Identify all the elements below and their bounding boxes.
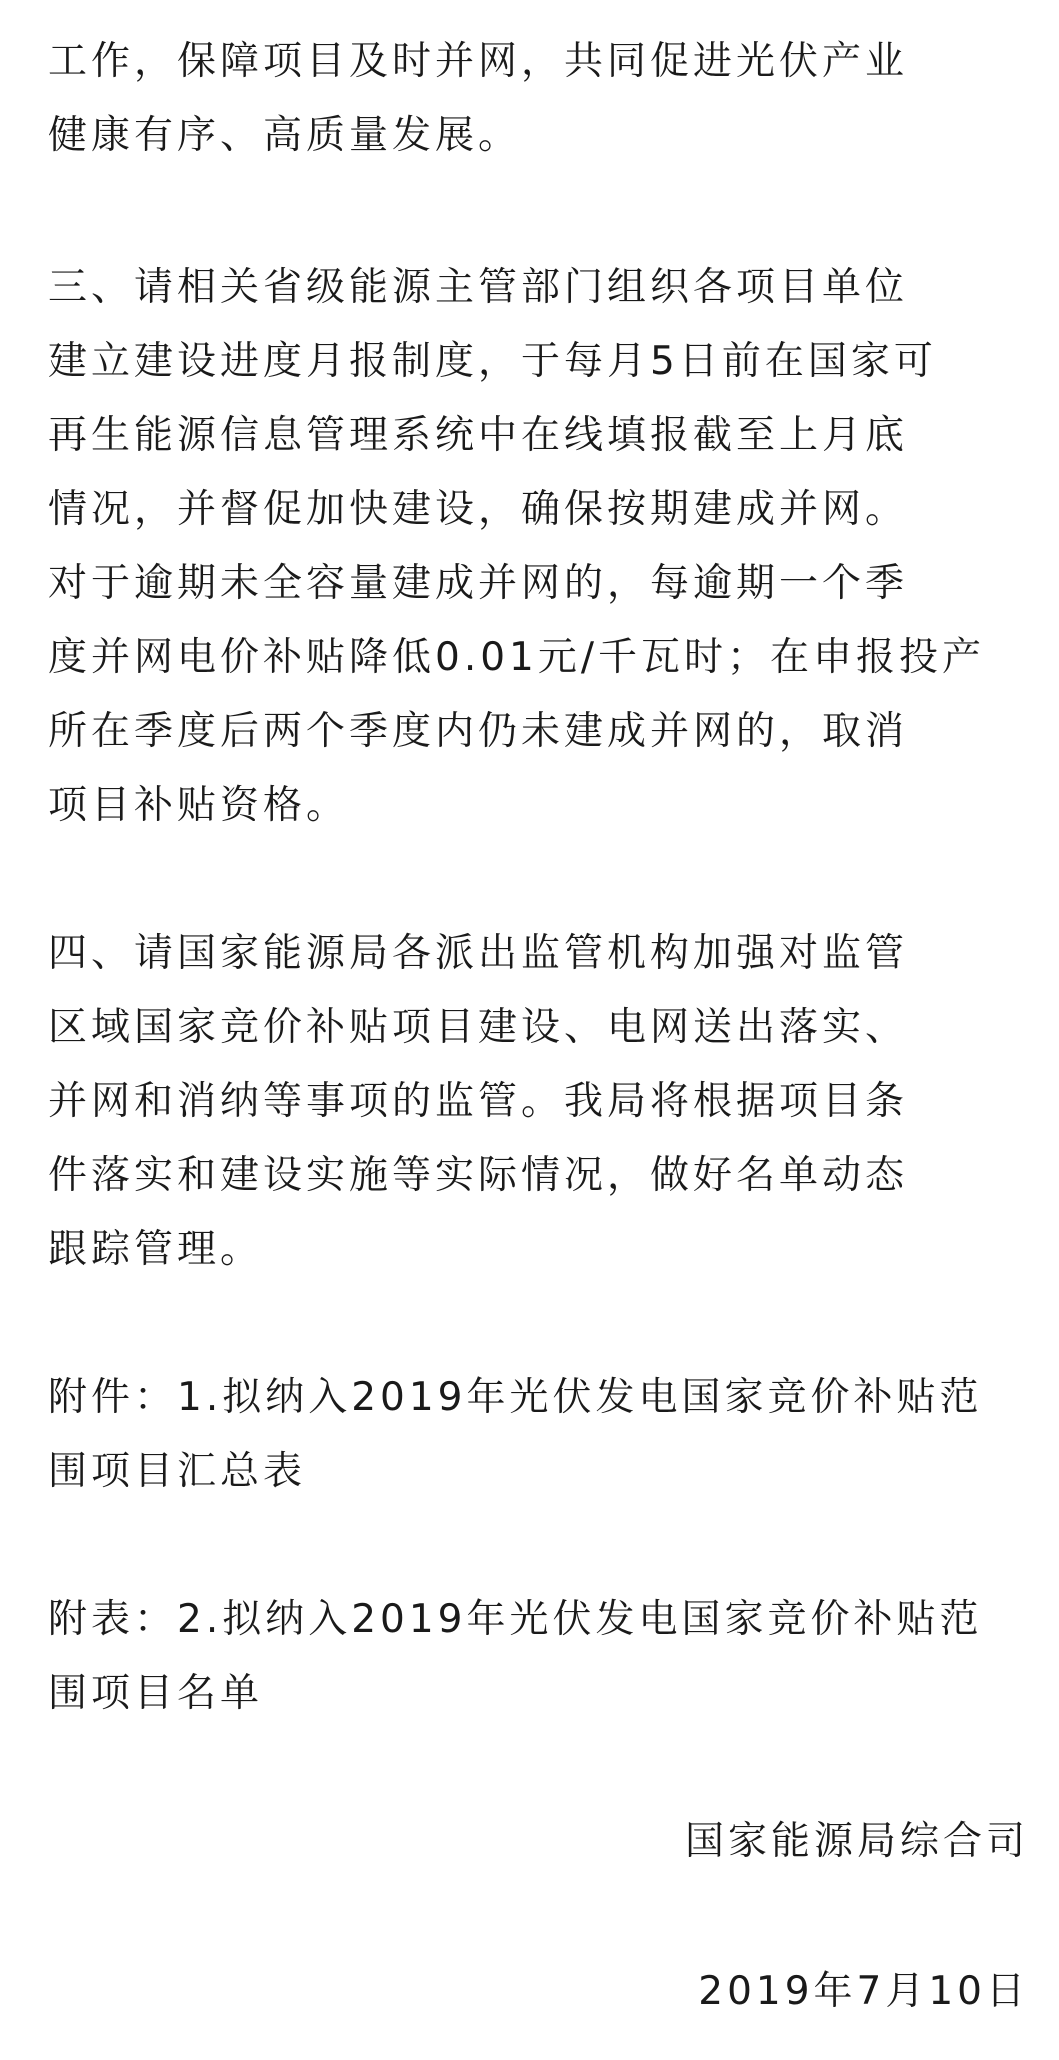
text-line: 度并网电价补贴降低0.01元/千瓦时；在申报投产 [48, 635, 985, 680]
text-line: 情况，并督促加快建设，确保按期建成并网。 [48, 487, 909, 532]
text-line: 三、请相关省级能源主管部门组织各项目单位 [48, 265, 909, 310]
text-line: 建立建设进度月报制度，于每月5日前在国家可 [48, 339, 937, 384]
text-line: 再生能源信息管理系统中在线填报截至上月底 [48, 413, 909, 458]
text-line: 项目补贴资格。 [48, 783, 350, 828]
text-line: 健康有序、高质量发展。 [48, 113, 522, 158]
text-line: 围项目汇总表 [48, 1449, 307, 1494]
issuer-name: 国家能源局综合司 [684, 1819, 1029, 1864]
text-line: 对于逾期未全容量建成并网的，每逾期一个季 [48, 561, 909, 606]
text-line: 并网和消纳等事项的监管。我局将根据项目条 [48, 1079, 909, 1124]
text-line: 区域国家竞价补贴项目建设、电网送出落实、 [48, 1005, 909, 1050]
text-line: 跟踪管理。 [48, 1227, 264, 1272]
issue-date: 2019年7月10日 [698, 1969, 1029, 2014]
text-line: 四、请国家能源局各派出监管机构加强对监管 [48, 931, 909, 976]
text-line: 件落实和建设实施等实际情况，做好名单动态 [48, 1153, 909, 1198]
text-line: 所在季度后两个季度内仍未建成并网的，取消 [48, 709, 909, 754]
text-line: 围项目名单 [48, 1671, 264, 1716]
text-line: 附表：2.拟纳入2019年光伏发电国家竞价补贴范 [48, 1597, 983, 1642]
text-line: 附件：1.拟纳入2019年光伏发电国家竞价补贴范 [48, 1375, 983, 1420]
text-line: 工作，保障项目及时并网，共同促进光伏产业 [48, 39, 909, 84]
